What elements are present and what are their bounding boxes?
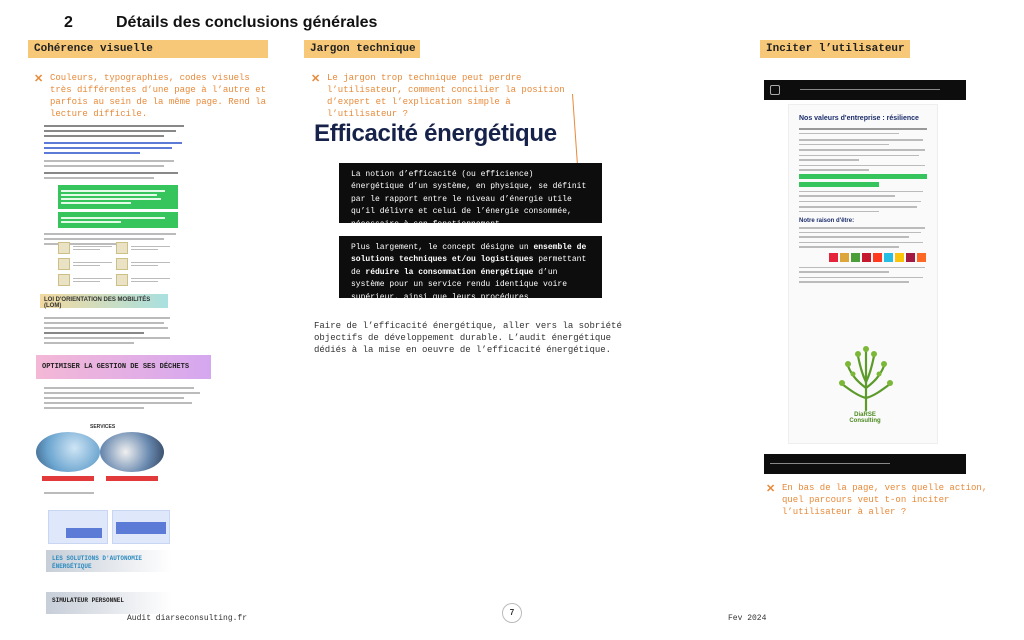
note-inciter <box>766 482 992 518</box>
service-image-2 <box>100 432 164 472</box>
x-mark-icon: ✕ <box>311 73 321 85</box>
header-jargon-technique: Jargon technique <box>304 40 420 58</box>
sdg-tile <box>862 253 871 262</box>
definition-text-1: La notion d’efficacité (ou efficience) énergétique d’un système, en physique, se définit par le rapport entre le niveau d’énergie utile qu’il délivre et celui de l’énergie consommée, nécessaire à son fonctionnement. <box>351 170 587 229</box>
section-title: Détails des conclusions générales <box>116 14 378 31</box>
icon-grid-screenshot <box>58 238 170 288</box>
note-jargon <box>311 72 582 121</box>
definition-text-2a: Plus largement, le concept désigne un <box>351 243 534 252</box>
definition-bold-2a: ensemble de solutions techniques et/ou logistiques <box>351 243 587 265</box>
definition-box-2 <box>339 236 602 314</box>
header-coherence-visuelle: Cohérence visuelle <box>28 40 268 58</box>
sdg-tile <box>884 253 893 262</box>
x-mark-icon: ✕ <box>34 73 44 85</box>
diarse-tree-logo <box>836 344 896 412</box>
sdg-tile <box>840 253 849 262</box>
header-inciter-utilisateur: Inciter l’utilisateur <box>760 40 910 58</box>
footer-audit-label: Audit diarseconsulting.fr <box>127 614 248 623</box>
definition-text-2b: permettant de <box>351 255 587 277</box>
note-jargon-text: Le jargon trop technique peut perdre l’utilisateur, comment concilier la position d’expert et l’explication simple à l’utilisateur ? <box>327 73 565 120</box>
lom-banner: LOI D'ORIENTATION DES MOBILITÉS (LOM) <box>40 294 168 308</box>
highlight-bar <box>799 174 927 179</box>
autonomie-banner: LES SOLUTIONS D'AUTONOMIE ÉNERGÉTIQUE <box>46 550 172 572</box>
note-coherence-text: Couleurs, typographies, codes visuels très différentes d’une page à l’autre et parfois au sein de la même page. Rend la lecture difficile. <box>50 73 267 120</box>
promo-button-1 <box>66 528 102 538</box>
sdg-tile <box>895 253 904 262</box>
efficacite-body: Faire de l’efficacité énergétique, aller vers la sobriété objectifs de développement durable. L’audit énergétique dédiés à la mise en oeuvre de l’efficacité énergétique. <box>314 321 622 356</box>
service-tag-2 <box>106 476 158 481</box>
service-image-1 <box>36 432 100 472</box>
raison-detre-heading: Notre raison d'être: <box>799 218 855 224</box>
promo-card-1 <box>48 510 108 544</box>
x-mark-icon: ✕ <box>766 483 776 495</box>
right-page-footer <box>764 454 966 474</box>
diarse-logo-text: DiaRSE Consulting <box>849 412 881 424</box>
section-number: 2 <box>64 14 73 31</box>
definition-bold-2b: réduire la consommation énergétique <box>365 267 534 277</box>
note-inciter-text: En bas de la page, vers quelle action, quel parcours veut t-on inciter l’utilisateur à aller ? <box>782 483 988 518</box>
footer-date: Fev 2024 <box>728 614 767 623</box>
services-label: SERVICES <box>90 424 116 430</box>
sdg-tile <box>851 253 860 262</box>
simulateur-banner: SIMULATEUR PERSONNEL <box>46 592 172 614</box>
definition-box-1 <box>339 163 602 229</box>
sdg-tile <box>917 253 926 262</box>
sdg-tile <box>829 253 838 262</box>
sdg-tile <box>873 253 882 262</box>
services-text <box>44 484 168 496</box>
promo-button-2 <box>116 522 166 534</box>
efficacite-title: Efficacité énergétique <box>314 120 557 147</box>
optim-banner: OPTIMISER LA GESTION DE SES DÉCHETS <box>36 355 211 379</box>
valeurs-heading: Nos valeurs d'entreprise : résilience <box>799 115 919 122</box>
sdg-tile <box>906 253 915 262</box>
highlight-bar <box>799 182 879 187</box>
service-tag-1 <box>42 476 94 481</box>
lom-text <box>44 314 174 350</box>
definition-text-2c: d’un système pour un service rendu identique voire supérieur, ainsi que leurs procédures d’évaluation. <box>351 267 568 314</box>
optim-text <box>44 384 204 418</box>
right-page-header <box>764 80 966 100</box>
page-number: 7 <box>502 603 522 623</box>
sdg-icons <box>829 253 927 262</box>
note-coherence <box>34 72 270 121</box>
